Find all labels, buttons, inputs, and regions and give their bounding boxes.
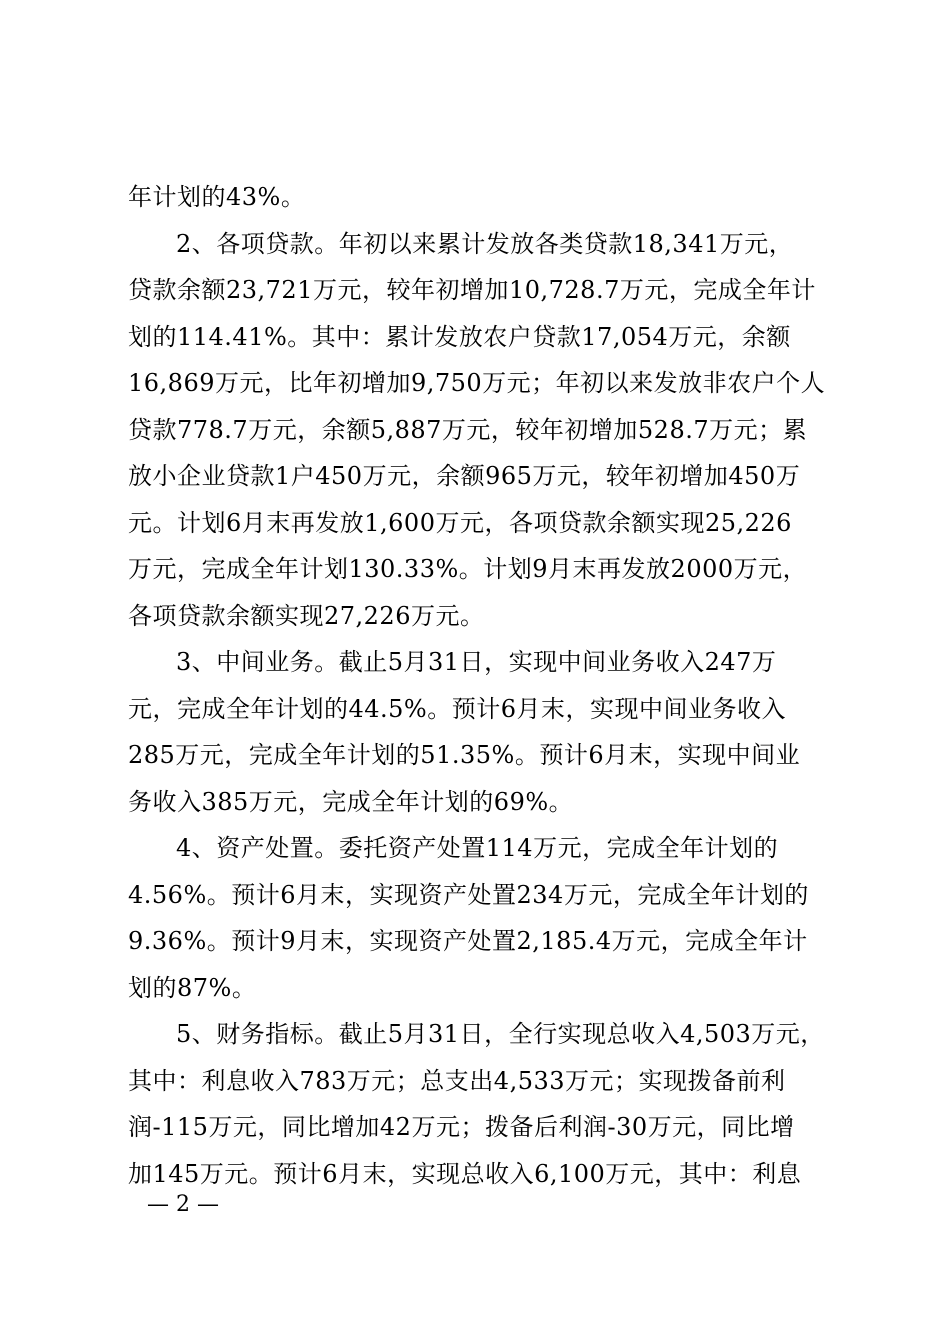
- text-line: 万元，完成全年计划130.33%。计划9月末再发放2000万元，: [128, 555, 808, 583]
- text-line: 务收入385万元，完成全年计划的69%。: [128, 787, 574, 816]
- text-line: 9.36%。预计9月末，实现资产处置2,185.4万元，完成全年计: [128, 927, 808, 955]
- text-line: 16,869万元，比年初增加9,750万元；年初以来发放非农户个人: [128, 369, 826, 397]
- text-line: 贷款余额23,721万元，较年初增加10,728.7万元，完成全年计: [128, 276, 816, 304]
- text-line: 各项贷款余额实现27,226万元。: [128, 601, 485, 630]
- paragraph-loans-start: 2、各项贷款。年初以来累计发放各类贷款18,341万元，: [176, 229, 794, 258]
- paragraph-asset-disposal-start: 4、资产处置。委托资产处置114万元，完成全年计划的: [176, 834, 779, 862]
- paragraph-intermediary-start: 3、中间业务。截止5月31日，实现中间业务收入247万: [176, 648, 777, 676]
- paragraph-financial-start: 5、财务指标。截止5月31日，全行实现总收入4,503万元，: [176, 1020, 825, 1048]
- text-line: 元，完成全年计划的44.5%。预计6月末，实现中间业务收入: [128, 694, 787, 723]
- text-line: 贷款778.7万元，余额5,887万元，较年初增加528.7万元；累: [128, 415, 808, 444]
- text-line: 元。计划6月末再发放1,600万元，各项贷款余额实现25,226: [128, 508, 792, 537]
- text-line: 放小企业贷款1户450万元，余额965万元，较年初增加450万: [128, 462, 801, 490]
- text-line: 划的87%。: [128, 973, 257, 1002]
- text-line: 润-115万元，同比增加42万元；拨备后利润-30万元，同比增: [128, 1113, 795, 1141]
- text-line: 其中：利息收入783万元；总支出4,533万元；实现拨备前利: [128, 1066, 786, 1095]
- text-line: 加145万元。预计6月末，实现总收入6,100万元，其中：利息: [128, 1159, 802, 1188]
- text-line: 285万元，完成全年计划的51.35%。预计6月末，实现中间业: [128, 741, 801, 769]
- text-line: 年计划的43%。: [128, 183, 306, 211]
- text-line: 4.56%。预计6月末，实现资产处置234万元，完成全年计划的: [128, 880, 809, 909]
- body-text: [128, 174, 838, 1197]
- text-line: 划的114.41%。其中：累计发放农户贷款17,054万元，余额: [128, 322, 791, 351]
- page-number: — 2 —: [147, 1192, 219, 1217]
